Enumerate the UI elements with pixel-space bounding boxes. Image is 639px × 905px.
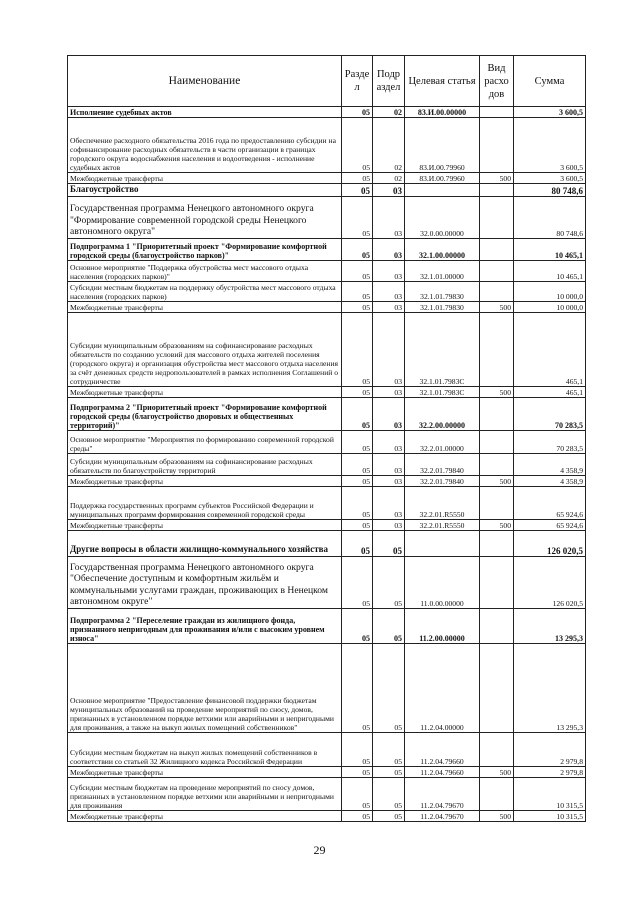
cell-subsection: 05 — [373, 530, 405, 556]
cell-sum: 4 358,9 — [514, 453, 586, 475]
cell-name: Другие вопросы в области жилищно-коммунального хозяйства — [68, 530, 342, 556]
cell-subsection: 05 — [373, 810, 405, 821]
cell-subsection: 05 — [373, 777, 405, 810]
cell-section: 05 — [342, 118, 373, 173]
cell-section: 05 — [342, 386, 373, 397]
table-row — [68, 386, 586, 397]
cell-type — [480, 281, 514, 301]
table-row — [68, 173, 586, 184]
table-row — [68, 810, 586, 821]
cell-target: 83.И.00.79960 — [405, 173, 480, 184]
cell-sum: 13 295,3 — [514, 643, 586, 732]
cell-target: 32.1.01.79830 — [405, 281, 480, 301]
cell-sum: 2 979,8 — [514, 766, 586, 777]
cell-subsection: 03 — [373, 453, 405, 475]
cell-sum: 80 748,6 — [514, 196, 586, 238]
cell-sum: 465,1 — [514, 312, 586, 386]
table-row — [68, 281, 586, 301]
cell-sum: 13 295,3 — [514, 608, 586, 643]
cell-sum: 65 924,6 — [514, 519, 586, 530]
table-row — [68, 556, 586, 608]
cell-sum: 10 000,0 — [514, 281, 586, 301]
cell-target: 32.1.00.00000 — [405, 238, 480, 260]
table-row — [68, 118, 586, 173]
table-row — [68, 397, 586, 430]
cell-name: Основное мероприятие "Предоставление финансовой поддержки бюджетам муниципальных образований на проведение мероприятий по сносу, домов, признанных в установленном порядке ветхими или аварийными и непригодными для проживания, а также на выкуп жилых помещений собственников" — [68, 643, 342, 732]
cell-section: 05 — [342, 430, 373, 453]
cell-target: 32.1.01.7983С — [405, 312, 480, 386]
cell-target: 11.2.00.00000 — [405, 608, 480, 643]
cell-sum: 65 924,6 — [514, 486, 586, 519]
page-number: 29 — [313, 843, 326, 857]
header-section: Разде л — [342, 56, 373, 107]
cell-subsection: 05 — [373, 608, 405, 643]
cell-section: 05 — [342, 810, 373, 821]
table-row — [68, 519, 586, 530]
table-row — [68, 486, 586, 519]
cell-target: 32.1.01.79830 — [405, 301, 480, 312]
cell-sum: 3 600,5 — [514, 118, 586, 173]
cell-sum: 3 600,5 — [514, 107, 586, 118]
cell-sum: 10 315,5 — [514, 777, 586, 810]
cell-type — [480, 530, 514, 556]
cell-section: 05 — [342, 732, 373, 766]
cell-target: 32.1.01.7983С — [405, 386, 480, 397]
table-row — [68, 312, 586, 386]
cell-subsection: 03 — [373, 260, 405, 281]
cell-subsection: 05 — [373, 766, 405, 777]
header-type: Вид расхо дов — [480, 56, 514, 107]
cell-target: 32.2.01.R5550 — [405, 519, 480, 530]
cell-section: 05 — [342, 486, 373, 519]
cell-target: 32.2.01.R5550 — [405, 486, 480, 519]
cell-type: 500 — [480, 810, 514, 821]
cell-subsection: 03 — [373, 397, 405, 430]
cell-type — [480, 196, 514, 238]
cell-name: Субсидии местным бюджетам на выкуп жилых помещений собственников в соответствии со статьей 32 Жилищного кодекса Российской Федерации — [68, 732, 342, 766]
cell-target: 32.2.01.79840 — [405, 475, 480, 486]
cell-name: Межбюджетные трансферты — [68, 173, 342, 184]
cell-type — [480, 312, 514, 386]
header-name: Наименование — [68, 56, 342, 107]
cell-target: 11.2.04.79660 — [405, 732, 480, 766]
cell-name: Поддержка государственных программ субъектов Российской Федерации и муниципальных программ формирования современной городской среды — [68, 486, 342, 519]
cell-type — [480, 732, 514, 766]
cell-type: 500 — [480, 386, 514, 397]
cell-sum: 2 979,8 — [514, 732, 586, 766]
cell-subsection: 05 — [373, 556, 405, 608]
cell-subsection: 02 — [373, 107, 405, 118]
cell-sum: 10 465,1 — [514, 260, 586, 281]
cell-target: 11.2.04.79670 — [405, 777, 480, 810]
header-subsection: Подр аздел — [373, 56, 405, 107]
budget-table — [67, 55, 586, 822]
cell-section: 05 — [342, 475, 373, 486]
cell-section: 05 — [342, 173, 373, 184]
table-row — [68, 777, 586, 810]
cell-name: Межбюджетные трансферты — [68, 301, 342, 312]
cell-section: 05 — [342, 301, 373, 312]
cell-section: 05 — [342, 643, 373, 732]
cell-target: 11.2.04.79670 — [405, 810, 480, 821]
cell-section: 05 — [342, 766, 373, 777]
cell-name: Межбюджетные трансферты — [68, 766, 342, 777]
cell-name: Межбюджетные трансферты — [68, 519, 342, 530]
cell-sum: 4 358,9 — [514, 475, 586, 486]
cell-name: Основное мероприятие "Поддержка обустройства мест массового отдыха населения (городских парков)" — [68, 260, 342, 281]
cell-type: 500 — [480, 173, 514, 184]
cell-subsection: 03 — [373, 312, 405, 386]
cell-type — [480, 238, 514, 260]
cell-section: 05 — [342, 556, 373, 608]
budget-table-container — [67, 55, 585, 822]
table-body — [68, 107, 586, 822]
cell-name: Субсидии местным бюджетам на поддержку обустройства мест массового отдыха населения (городских парков) — [68, 281, 342, 301]
cell-subsection: 03 — [373, 486, 405, 519]
cell-name: Подпрограмма 2 "Переселение граждан из жилищного фонда, признанного непригодным для проживания и/или с высоким уровнем износа" — [68, 608, 342, 643]
cell-subsection: 02 — [373, 173, 405, 184]
cell-sum: 10 465,1 — [514, 238, 586, 260]
cell-sum: 126 020,5 — [514, 556, 586, 608]
cell-type — [480, 556, 514, 608]
cell-subsection: 03 — [373, 281, 405, 301]
cell-section: 05 — [342, 453, 373, 475]
cell-section: 05 — [342, 107, 373, 118]
cell-type — [480, 397, 514, 430]
cell-section: 05 — [342, 260, 373, 281]
cell-subsection: 03 — [373, 519, 405, 530]
table-row — [68, 530, 586, 556]
cell-section: 05 — [342, 196, 373, 238]
table-row — [68, 430, 586, 453]
cell-subsection: 03 — [373, 301, 405, 312]
table-row — [68, 453, 586, 475]
cell-sum: 126 020,5 — [514, 530, 586, 556]
table-row — [68, 107, 586, 118]
cell-name: Межбюджетные трансферты — [68, 475, 342, 486]
cell-type: 500 — [480, 519, 514, 530]
cell-target: 32.2.00.00000 — [405, 397, 480, 430]
table-row — [68, 475, 586, 486]
cell-sum: 80 748,6 — [514, 184, 586, 197]
header-sum: Сумма — [514, 56, 586, 107]
cell-section: 05 — [342, 312, 373, 386]
cell-subsection: 03 — [373, 238, 405, 260]
cell-name: Межбюджетные трансферты — [68, 386, 342, 397]
cell-name: Государственная программа Ненецкого автономного округа "Обеспечение доступным и комфортным жильём и коммунальными услугами граждан, проживающих в Ненецком автономном округе" — [68, 556, 342, 608]
cell-target: 32.2.01.79840 — [405, 453, 480, 475]
cell-target — [405, 530, 480, 556]
cell-type — [480, 430, 514, 453]
cell-name: Субсидии местным бюджетам на проведение мероприятий по сносу домов, признанных в установленном порядке ветхими или аварийными и непригодными для проживания — [68, 777, 342, 810]
cell-subsection: 03 — [373, 475, 405, 486]
cell-sum: 70 283,5 — [514, 430, 586, 453]
cell-sum: 465,1 — [514, 386, 586, 397]
cell-target: 11.0.00.00000 — [405, 556, 480, 608]
cell-type — [480, 643, 514, 732]
cell-sum: 10 000,0 — [514, 301, 586, 312]
table-row — [68, 643, 586, 732]
cell-target: 83.И.00.79960 — [405, 118, 480, 173]
cell-section: 05 — [342, 519, 373, 530]
cell-target: 32.0.00.00000 — [405, 196, 480, 238]
cell-subsection: 03 — [373, 430, 405, 453]
cell-type — [480, 184, 514, 197]
cell-target: 32.1.01.00000 — [405, 260, 480, 281]
table-header-row — [68, 56, 586, 107]
table-row — [68, 732, 586, 766]
cell-subsection: 05 — [373, 732, 405, 766]
cell-target: 32.2.01.00000 — [405, 430, 480, 453]
cell-section: 05 — [342, 777, 373, 810]
cell-target: 11.2.04.79660 — [405, 766, 480, 777]
cell-name: Субсидии муниципальным образованиям на софинансирование расходных обязательств по благоустройству территорий — [68, 453, 342, 475]
cell-name: Благоустройство — [68, 184, 342, 197]
table-row — [68, 196, 586, 238]
cell-target — [405, 184, 480, 197]
table-row — [68, 608, 586, 643]
cell-type — [480, 486, 514, 519]
cell-name: Обеспечение расходного обязательства 2016 года по предоставлению субсидии на софинансирование расходных обязательств в части организации в границах городского округа водоснабжения населения и водоотведения - исполнение судебных актов — [68, 118, 342, 173]
cell-section: 05 — [342, 238, 373, 260]
cell-subsection: 03 — [373, 184, 405, 197]
cell-name: Субсидии муниципальным образованиям на софинансирование расходных обязательств по созданию условий для массового отдыха жителей поселения (городского округа) и организация обустройства мест массового отдыха населения за счёт денежных средств недропользователей в рамках исполнения Соглашений о сотрудничестве — [68, 312, 342, 386]
cell-section: 05 — [342, 184, 373, 197]
cell-type — [480, 453, 514, 475]
table-row — [68, 238, 586, 260]
cell-type — [480, 777, 514, 810]
cell-sum: 10 315,5 — [514, 810, 586, 821]
table-row — [68, 766, 586, 777]
cell-type — [480, 608, 514, 643]
cell-section: 05 — [342, 281, 373, 301]
header-target: Целевая статья — [405, 56, 480, 107]
cell-type: 500 — [480, 475, 514, 486]
cell-section: 05 — [342, 530, 373, 556]
table-row — [68, 184, 586, 197]
cell-subsection: 05 — [373, 643, 405, 732]
cell-section: 05 — [342, 608, 373, 643]
cell-section: 05 — [342, 397, 373, 430]
cell-name: Исполнение судебных актов — [68, 107, 342, 118]
cell-name: Подпрограмма 1 "Приоритетный проект "Формирование комфортной городской среды (благоустройство парков)" — [68, 238, 342, 260]
cell-target: 11.2.04.00000 — [405, 643, 480, 732]
cell-subsection: 02 — [373, 118, 405, 173]
table-row — [68, 301, 586, 312]
cell-name: Подпрограмма 2 "Приоритетный проект "Формирование комфортной городской среды (благоустройство дворовых и общественных территорий)" — [68, 397, 342, 430]
table-row — [68, 260, 586, 281]
cell-type — [480, 260, 514, 281]
cell-sum: 3 600,5 — [514, 173, 586, 184]
cell-name: Государственная программа Ненецкого автономного округа "Формирование современной городской среды Ненецкого автономного округа" — [68, 196, 342, 238]
cell-target: 83.И.00.00000 — [405, 107, 480, 118]
cell-type — [480, 107, 514, 118]
cell-name: Основное мероприятие "Мероприятия по формированию современной городской среды" — [68, 430, 342, 453]
cell-subsection: 03 — [373, 386, 405, 397]
cell-type: 500 — [480, 766, 514, 777]
cell-name: Межбюджетные трансферты — [68, 810, 342, 821]
cell-subsection: 03 — [373, 196, 405, 238]
cell-sum: 70 283,5 — [514, 397, 586, 430]
cell-type — [480, 118, 514, 173]
cell-type: 500 — [480, 301, 514, 312]
